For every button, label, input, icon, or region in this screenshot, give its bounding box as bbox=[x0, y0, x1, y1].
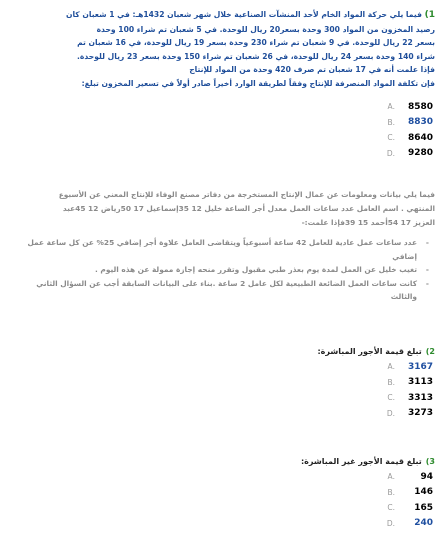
question-2-title bbox=[15, 347, 435, 356]
answer-option-value: 3273 bbox=[407, 408, 433, 419]
answer-option-letter: .C bbox=[387, 133, 395, 143]
question-2-text: تبلغ قيمة الأجور المباشرة: bbox=[317, 347, 422, 356]
answer-option-letter: .C bbox=[387, 503, 395, 513]
answer-option[interactable] bbox=[15, 130, 433, 146]
answer-option[interactable] bbox=[15, 485, 433, 501]
context-bullets bbox=[15, 236, 429, 304]
answer-option[interactable] bbox=[15, 359, 433, 375]
answer-option-value: 165 bbox=[414, 502, 433, 513]
question-1-line: رصيد المخزون من المواد 300 وحدة بسعر20 ريال للوحدة. في 5 شعبان تم شراء 100 وحدة bbox=[96, 24, 435, 34]
question-1-line: فإن تكلفة المواد المنصرفة للإنتاج وفقاً لطريقة الوارد أخيراً صادر أولاً في تسعير المخزون تبلغ: bbox=[81, 78, 435, 88]
context-paragraph bbox=[15, 188, 435, 304]
answer-option-value: 3113 bbox=[407, 377, 433, 388]
question-3-options bbox=[15, 469, 433, 531]
answer-option-value: 8580 bbox=[407, 101, 433, 112]
answer-option[interactable] bbox=[15, 500, 433, 516]
question-3-text: تبلغ قيمة الأجور غير المباشرة: bbox=[300, 457, 422, 466]
question-1-line: بسعر 22 ريال للوحدة. في 9 شعبان تم شراء 230 وحدة بسعر 19 ريال للوحدة، في 16 شعبان تم bbox=[77, 38, 435, 47]
context-line: المنتهي . اسم العامل عدد ساعات العمل معدل أجر الساعة خليل 12 35إسماعيل 17 50رياض 12 45عبد bbox=[62, 204, 435, 213]
answer-option-value: 240 bbox=[414, 518, 433, 529]
answer-option[interactable] bbox=[15, 516, 433, 532]
answer-option[interactable] bbox=[15, 146, 433, 162]
answer-option-value: 3313 bbox=[407, 392, 433, 403]
context-bullet: - عدد ساعات عمل عادية للعامل 42 ساعة أسبوعياً ويتقاضى العامل علاوة أجر إضافي 25% عن كل ساعة عمل إضافي bbox=[15, 236, 429, 263]
answer-option-letter: .A bbox=[387, 362, 395, 372]
question-1-line: فإذا علمت أنه في 17 شعبان تم صرف 420 وحدة من المواد للإنتاج bbox=[189, 65, 435, 74]
answer-option-value: 3167 bbox=[407, 361, 433, 372]
context-bullet: - كانت ساعات العمل الضائعة الطبيعية لكل عامل 2 ساعة .بناء على البيانات السابقة أجب عن السؤال الثاني والثالث bbox=[15, 277, 429, 304]
question-1 bbox=[15, 8, 435, 161]
answer-option[interactable] bbox=[15, 115, 433, 131]
answer-option-value: 94 bbox=[420, 471, 433, 482]
answer-option-letter: .A bbox=[387, 472, 395, 482]
answer-option[interactable] bbox=[15, 406, 433, 422]
answer-option-value: 146 bbox=[414, 487, 433, 498]
question-2 bbox=[15, 347, 435, 421]
question-2-options bbox=[15, 359, 433, 421]
answer-option[interactable] bbox=[15, 375, 433, 391]
question-1-line: شراء 140 وحدة بسعر 24 ريال للوحدة، في 26 شعبان تم شراء 150 وحدة بسعر 23 ريال للوحدة. bbox=[77, 51, 435, 61]
answer-option[interactable] bbox=[15, 99, 433, 115]
question-3-title bbox=[15, 457, 435, 466]
question-1-line: فيما يلي حركة المواد الخام لأحد المنشآت الصناعية خلال شهر شعبان 1432هـ: في 1 شعبان كان bbox=[65, 10, 422, 19]
question-3-number: 3) bbox=[425, 457, 435, 466]
answer-option-letter: .D bbox=[386, 518, 395, 528]
question-1-number: 1) bbox=[424, 10, 435, 20]
answer-option-letter: .A bbox=[387, 102, 395, 112]
answer-option-value: 8640 bbox=[407, 132, 433, 143]
answer-option-letter: .D bbox=[386, 408, 395, 418]
answer-option-value: 9280 bbox=[407, 148, 433, 159]
question-2-number: 2) bbox=[425, 347, 435, 356]
answer-option-letter: .B bbox=[387, 487, 395, 497]
answer-option-value: 8830 bbox=[407, 117, 433, 128]
answer-option[interactable] bbox=[15, 390, 433, 406]
question-1-options bbox=[15, 99, 433, 161]
answer-option[interactable] bbox=[15, 469, 433, 485]
answer-option-letter: .B bbox=[387, 117, 395, 127]
context-line: العزيز 17 54أحمد 15 39فإذا علمت:- bbox=[301, 218, 435, 227]
context-bullet: - تغيب خليل عن العمل لمدة يوم بعذر طبي مقبول وتقرر منحه إجازة ممولة عن هذه اليوم . bbox=[15, 263, 429, 277]
answer-option-letter: .C bbox=[387, 393, 395, 403]
question-3 bbox=[15, 457, 435, 531]
context-line: فيما يلي بيانات ومعلومات عن عمال الإنتاج المستخرجة من دفاتر مصنع الوفاء للإنتاج المعني عن الأسبوع bbox=[58, 190, 435, 199]
question-1-text bbox=[15, 8, 435, 90]
answer-option-letter: .D bbox=[386, 148, 395, 158]
answer-option-letter: .B bbox=[387, 377, 395, 387]
